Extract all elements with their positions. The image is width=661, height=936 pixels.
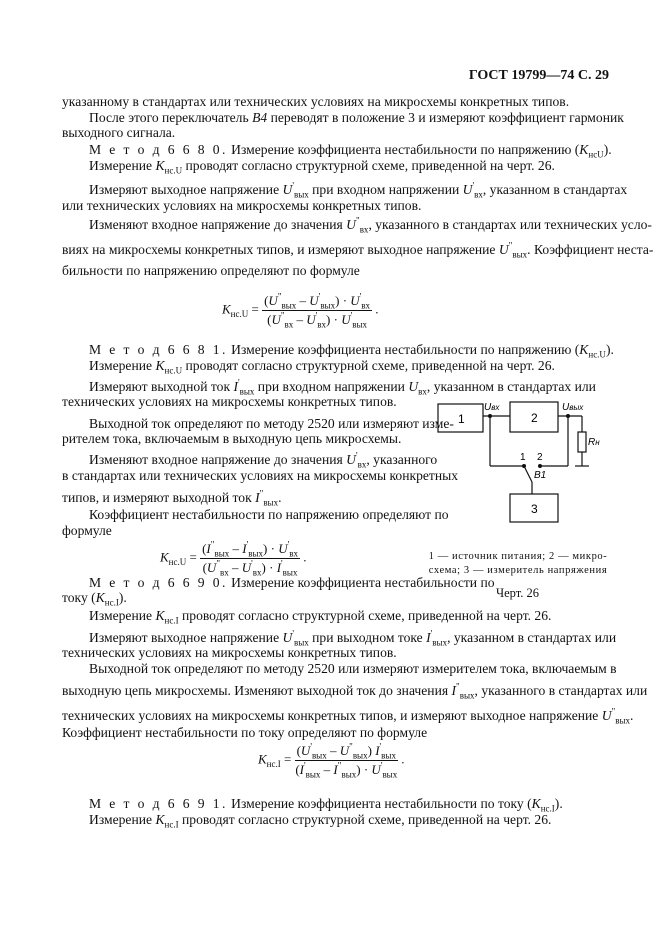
method-6681-heading: М е т о д 6 6 8 1. Измерение коэффициента нестабильности по напряжению $(K_{нс.U})$. — [89, 342, 614, 360]
block-2-label: 2 — [531, 411, 538, 425]
text-line: Измеряют выходное напряжение $U'_{вых}$ при входном напряжении $U'_{вх}$, указанном в стандартах — [89, 180, 628, 200]
text-line: типов, и измеряют выходной ток $I^"_{вых}$. — [62, 488, 282, 508]
text-line: рителем тока, включаемым в выходную цепь микросхемы. — [62, 431, 402, 446]
rn-label: Rн — [588, 437, 600, 448]
method-6691-heading: М е т о д 6 6 9 1. Измерение коэффициента нестабильности по току $(K_{нс.I})$. — [89, 796, 563, 814]
text-line: указанному в стандартах или технических условиях на микросхемы конкретных типов. — [62, 94, 570, 109]
text-line: Измеряют выходной ток $I'_{вых}$ при входном напряжении $U_{вх}$, указанном в стандартах или — [89, 377, 596, 397]
text-line: Коэффициент нестабильности по току определяют по формуле — [62, 725, 428, 740]
text-line: виях на микросхемы конкретных типов, и измеряют выходное напряжение $U^"_{вых}$. Коэффициент неста- — [62, 240, 654, 260]
text-line: Измерение $K_{нс.I}$ проводят согласно структурной схеме, приведенной на черт. 26. — [89, 608, 552, 626]
text-line: бильности по напряжению определяют по формуле — [62, 263, 360, 278]
text-line: Измеряют выходное напряжение $U'_{вых}$ при выходном токе $I'_{вых}$, указанном в стандартах или — [89, 628, 617, 648]
method-6690-heading: М е т о д 6 6 9 0. Измерение коэффициента нестабильности по — [89, 575, 495, 590]
switch-pos-1: 1 — [520, 452, 526, 463]
chart-number: Черт. 26 — [496, 586, 540, 600]
text-line: в стандартах или технических условиях на микросхемы конкретных — [62, 468, 459, 483]
text-line: технических условиях на микросхемы конкретных типов, и измеряют выходное напряжение $U^"_{вых}$. — [62, 706, 634, 726]
uout-label: Uвых — [562, 402, 584, 413]
formula-k-ns-i: $K_{нс.I}$ = $\frac{(U'_{вых} - U^"_{вых}) I'_{вых}}{(I'_{вых} - I^"_{вых}) \cdot U'_{вых}}$ . — [258, 741, 405, 780]
text-line: Измерение $K_{нс.U}$ проводят согласно структурной схеме, приведенной на черт. 26. — [89, 158, 555, 176]
text-line: Изменяют входное напряжение до значения $U^"_{вх}$, указанного в стандартах или технических усло- — [89, 215, 652, 235]
text-line: технических условиях на микросхемы конкретных типов. — [62, 645, 397, 660]
text-line: току $(K_{нс.I})$. — [62, 590, 127, 608]
text-line: выходного сигнала. — [62, 125, 176, 140]
page-header: ГОСТ 19799—74 С. 29 — [468, 68, 609, 83]
diagram-legend: 1 — источник питания; 2 — микро- схема; 3 — измеритель напряжения — [428, 551, 608, 576]
text-line: Выходной ток определяют по методу 2520 или измеряют изме- — [89, 416, 454, 431]
uin-label: Uвх — [484, 402, 500, 413]
formula-k-ns-u: $K_{нс.U}$ = $\frac{(U^"_{вых} - U'_{вых}) \cdot U'_{вх}}{(U^"_{вх} - U'_{вх}) \cdot U'_{вых}}$ . — [222, 291, 379, 330]
text-line: Изменяют входное напряжение до значения $U'_{вх}$, указанного — [89, 450, 438, 470]
load-resistor — [578, 432, 586, 452]
text-line: или технических условиях на микросхемы конкретных типов. — [62, 198, 422, 213]
text-line: Коэффициент нестабильности по напряжению определяют по — [89, 507, 449, 522]
block-3-label: 3 — [531, 502, 538, 516]
switch-pos-2: 2 — [537, 452, 543, 463]
method-6680-heading: М е т о д 6 6 8 0. Измерение коэффициента нестабильности по напряжению $(K_{нсU})$. — [89, 142, 612, 160]
block-1-label: 1 — [458, 412, 465, 426]
text-line: Выходной ток определяют по методу 2520 или измеряют измерителем тока, включаемым в — [89, 661, 617, 676]
switch-label: В1 — [534, 470, 547, 481]
text-line: технических условиях на микросхемы конкретных типов. — [62, 394, 397, 409]
circuit-diagram — [430, 394, 615, 529]
text-line: Измерение $K_{нс.U}$ проводят согласно структурной схеме, приведенной на черт. 26. — [89, 358, 555, 376]
text-line: выходную цепь микросхемы. Изменяют выходной ток до значения $I^"_{вых}$, указанного в стандартах или — [62, 681, 648, 701]
formula-k-ns-u-current: $K_{нс.U}$ = $\frac{(I^"_{вых} - I'_{вых}) \cdot U'_{вх}}{(U^"_{вх} - U'_{вх}) \cdot I'_{вых}}$ . — [160, 539, 307, 578]
text-line: После этого переключатель В4 переводят в положение 3 и измеряют коэффициент гармоник — [89, 110, 624, 125]
text-line: формуле — [62, 523, 112, 538]
text-line: Измерение $K_{нс.I}$ проводят согласно структурной схеме, приведенной на черт. 26. — [89, 812, 552, 830]
